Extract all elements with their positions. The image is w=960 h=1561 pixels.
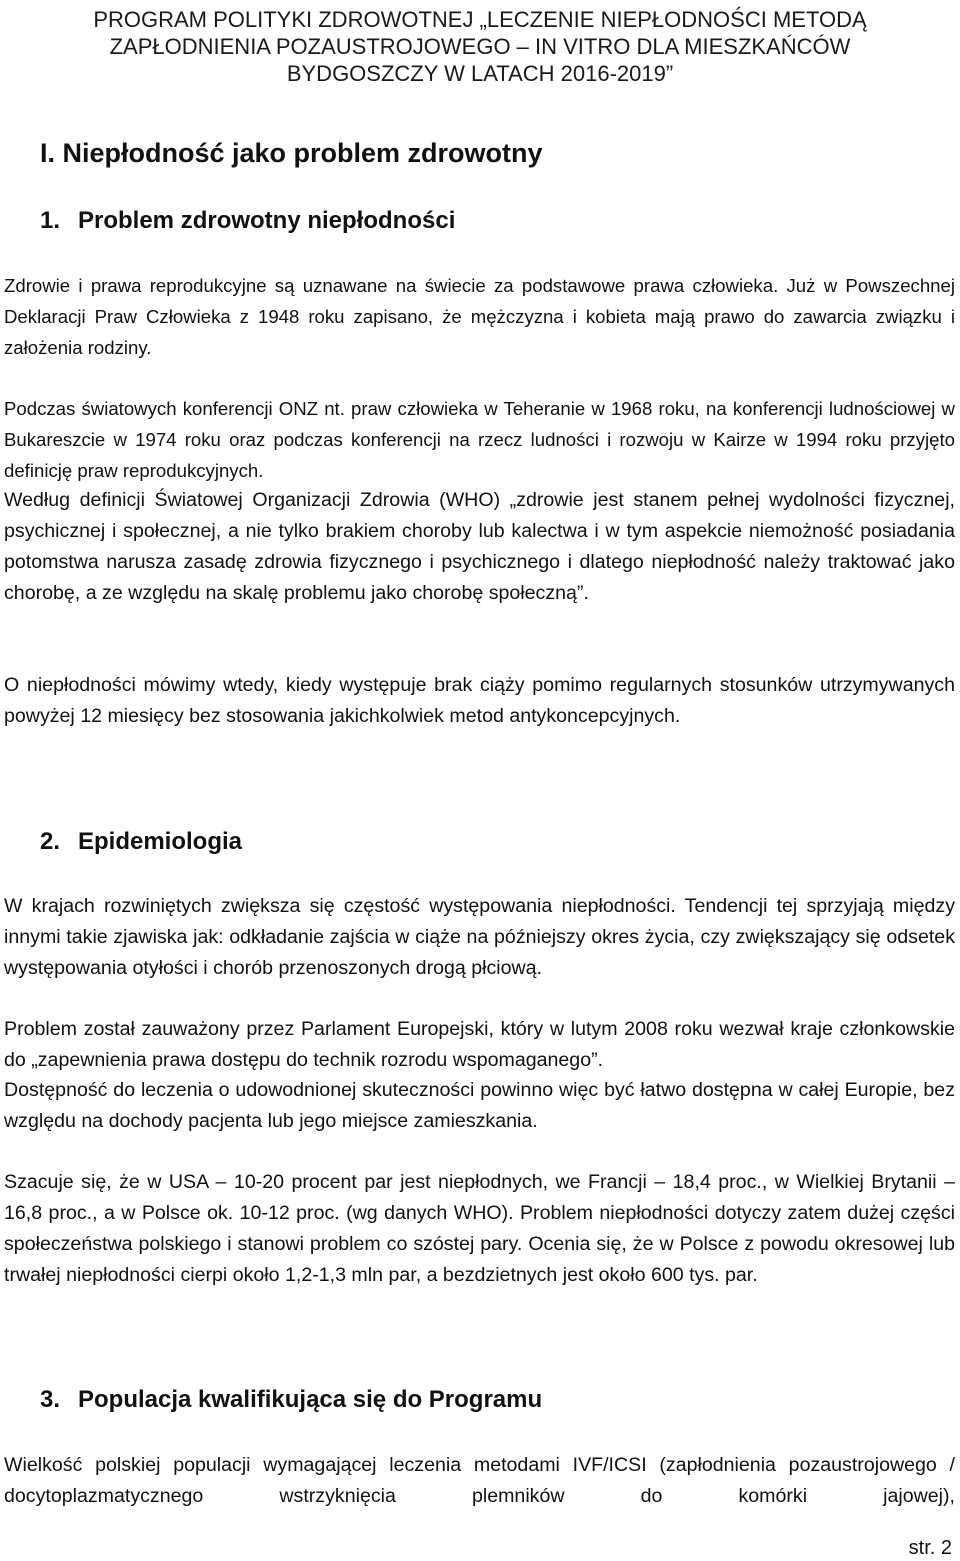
section-title: Populacja kwalifikująca się do Programu [78, 1386, 543, 1413]
section-number: 3. [40, 1386, 61, 1413]
section-title: Problem zdrowotny niepłodności [78, 207, 456, 234]
section-number: 1. [40, 207, 61, 234]
section-title: Epidemiologia [78, 828, 243, 855]
paragraph: Podczas światowych konferencji ONZ nt. praw człowieka w Teheranie w 1968 roku, na konferencji ludnościowej w Bukareszcie w 1974 roku oraz podczas konferencji na rzecz ludności i rozwoju w Kairze w 1994 roku przyjęto definicję praw reprodukcyjnych. [4, 398, 955, 481]
section-heading-1 [40, 205, 455, 237]
paragraph: Szacuje się, że w USA – 10-20 procent par jest niepłodnych, we Francji – 18,4 proc., w Wielkiej Brytanii – 16,8 proc., a w Polsce ok. 10-12 proc. (wg danych WHO). Problem niepłodności dotyczy zatem dużej części społeczeństwa polskiego i stanowi problem co szóstej pary. Ocenia się, że w Polsce z powodu okresowej lub trwałej niepłodności cierpi około 1,2-1,3 mln par, a bezdzietnych jest około 600 tys. par. [4, 1171, 955, 1286]
page-number: str. 2 [908, 1537, 952, 1559]
paragraph: O niepłodności mówimy wtedy, kiedy występuje brak ciąży pomimo regularnych stosunków utrzymywanych powyżej 12 miesięcy bez stosowania jakichkolwiek metod antykoncepcyjnych. [4, 674, 955, 727]
header-line-3: BYDGOSZCZY W LATACH 2016-2019” [286, 61, 674, 86]
section-heading-3 [40, 1384, 542, 1416]
paragraph: Wielkość polskiej populacji wymagającej leczenia metodami IVF/ICSI (zapłodnienia pozaustrojowego / docytoplazmatycznego wstrzyknięcia plemników do komórki jajowej), [4, 1454, 955, 1507]
header-line-2: ZAPŁODNIENIA POZAUSTROJOWEGO – IN VITRO DLA MIESZKAŃCÓW [109, 34, 851, 59]
header-line-1: PROGRAM POLITYKI ZDROWOTNEJ „LECZENIE NIEPŁODNOŚCI METODĄ [93, 7, 867, 32]
section-heading-2 [40, 826, 242, 858]
paragraph: W krajach rozwiniętych zwiększa się częstość występowania niepłodności. Tendencji tej sprzyjają między innymi takie zjawiska jak: odkładanie zajścia w ciąże na późniejszy okres życia, czy zwiększający się odsetek występowania otyłości i chorób przenoszonych drogą płciową. [4, 895, 955, 979]
paragraph: Dostępność do leczenia o udowodnionej skuteczności powinno więc być łatwo dostępna w całej Europie, bez względu na dochody pacjenta lub jego miejsce zamieszkania. [4, 1079, 955, 1132]
section-number: 2. [40, 828, 61, 855]
paragraph: Problem został zauważony przez Parlament Europejski, który w lutym 2008 roku wezwał kraje członkowskie do „zapewnienia prawa dostępu do technik rozrodu wspomaganego”. [4, 1018, 955, 1071]
running-header [0, 6, 960, 87]
paragraph: Według definicji Światowej Organizacji Zdrowia (WHO) „zdrowie jest stanem pełnej wydolności fizycznej, psychicznej i społecznej, a nie tylko brakiem choroby lub kalectwa i w tym aspekcie niemożność posiadania potomstwa narusza zasadę zdrowia fizycznego i psychicznego i dlatego niepłodność należy traktować jako chorobę, a ze względu na skalę problemu jako chorobę społeczną”. [4, 489, 955, 604]
paragraph: Zdrowie i prawa reprodukcyjne są uznawane na świecie za podstawowe prawa człowieka. Już w Powszechnej Deklaracji Praw Człowieka z 1948 roku zapisano, że mężczyzna i kobieta mają prawo do zawarcia związku i założenia rodziny. [4, 275, 955, 358]
chapter-heading: I. Niepłodność jako problem zdrowotny [40, 138, 543, 168]
